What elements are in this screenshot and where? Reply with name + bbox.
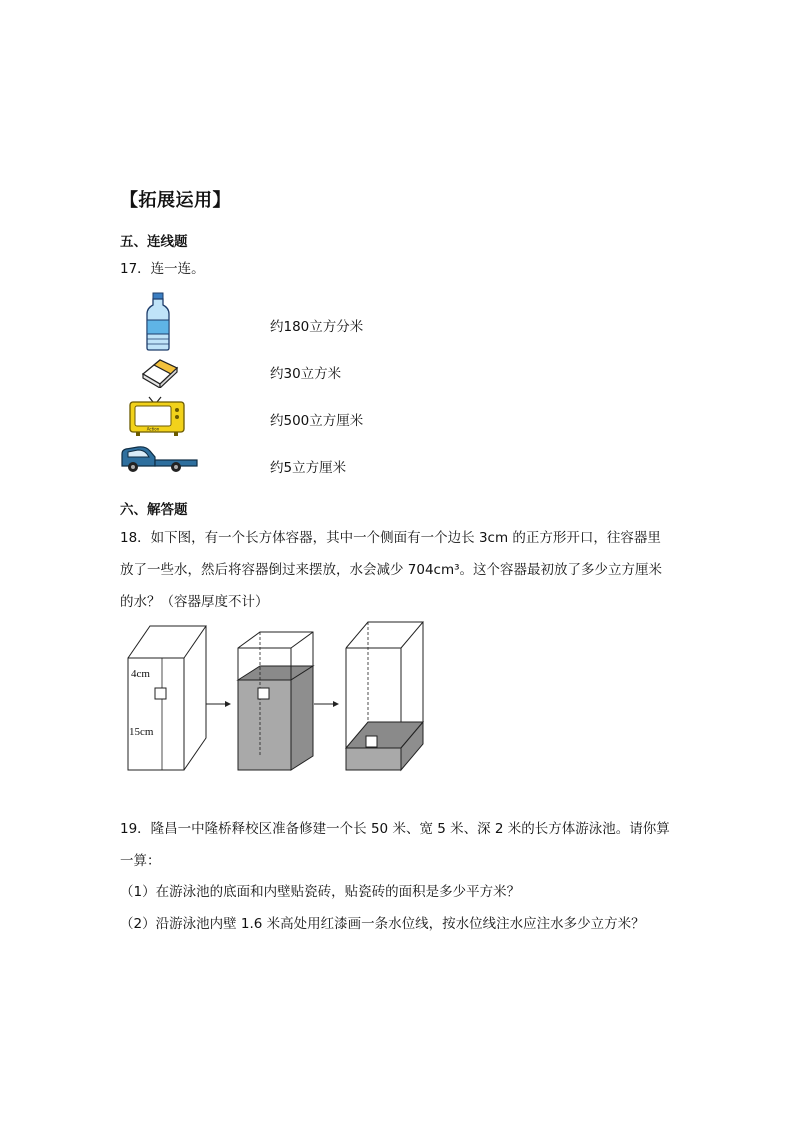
section-title: 【拓展运用】 bbox=[120, 190, 231, 211]
label-15cm: 15cm bbox=[129, 726, 154, 738]
q18-line1: 18．如下图，有一个长方体容器，其中一个侧面有一个边长 3cm 的正方形开口，往容器里 bbox=[120, 530, 661, 546]
q17-text: 17．连一连。 bbox=[120, 261, 205, 277]
tv-brand-label: Action bbox=[146, 426, 160, 432]
option-4: 约5立方厘米 bbox=[270, 460, 347, 476]
q19-sub2: （2）沿游泳池内壁 1.6 米高处用红漆画一条水位线，按水位线注水应注水多少立方米？ bbox=[120, 916, 645, 932]
television-icon bbox=[128, 396, 186, 438]
q19-sub1: （1）在游泳池的底面和内壁贴瓷砖，贴瓷砖的面积是多少平方米？ bbox=[120, 884, 521, 900]
q19-line2: 一算： bbox=[120, 853, 161, 869]
label-4cm: 4cm bbox=[131, 668, 150, 680]
q19-line1: 19．隆昌一中隆桥释校区准备修建一个长 50 米、宽 5 米、深 2 米的长方体游泳池。请你算 bbox=[120, 821, 670, 837]
part6-heading: 六、解答题 bbox=[120, 502, 188, 518]
option-2: 约30立方米 bbox=[270, 366, 342, 382]
container-figure bbox=[118, 618, 438, 778]
box-2 bbox=[238, 632, 313, 770]
water-bottle-icon bbox=[140, 292, 176, 352]
q18-line3: 的水？（容器厚度不计） bbox=[120, 594, 269, 610]
eraser-icon bbox=[140, 354, 180, 388]
truck-icon bbox=[118, 444, 200, 476]
option-3: 约500立方厘米 bbox=[270, 413, 364, 429]
box-1 bbox=[128, 626, 206, 770]
q18-line2: 放了一些水，然后将容器倒过来摆放，水会减少 704cm³。这个容器最初放了多少立方厘米 bbox=[120, 562, 663, 578]
box-3 bbox=[346, 622, 423, 770]
part5-heading: 五、连线题 bbox=[120, 234, 188, 250]
option-1: 约180立方分米 bbox=[270, 319, 364, 335]
